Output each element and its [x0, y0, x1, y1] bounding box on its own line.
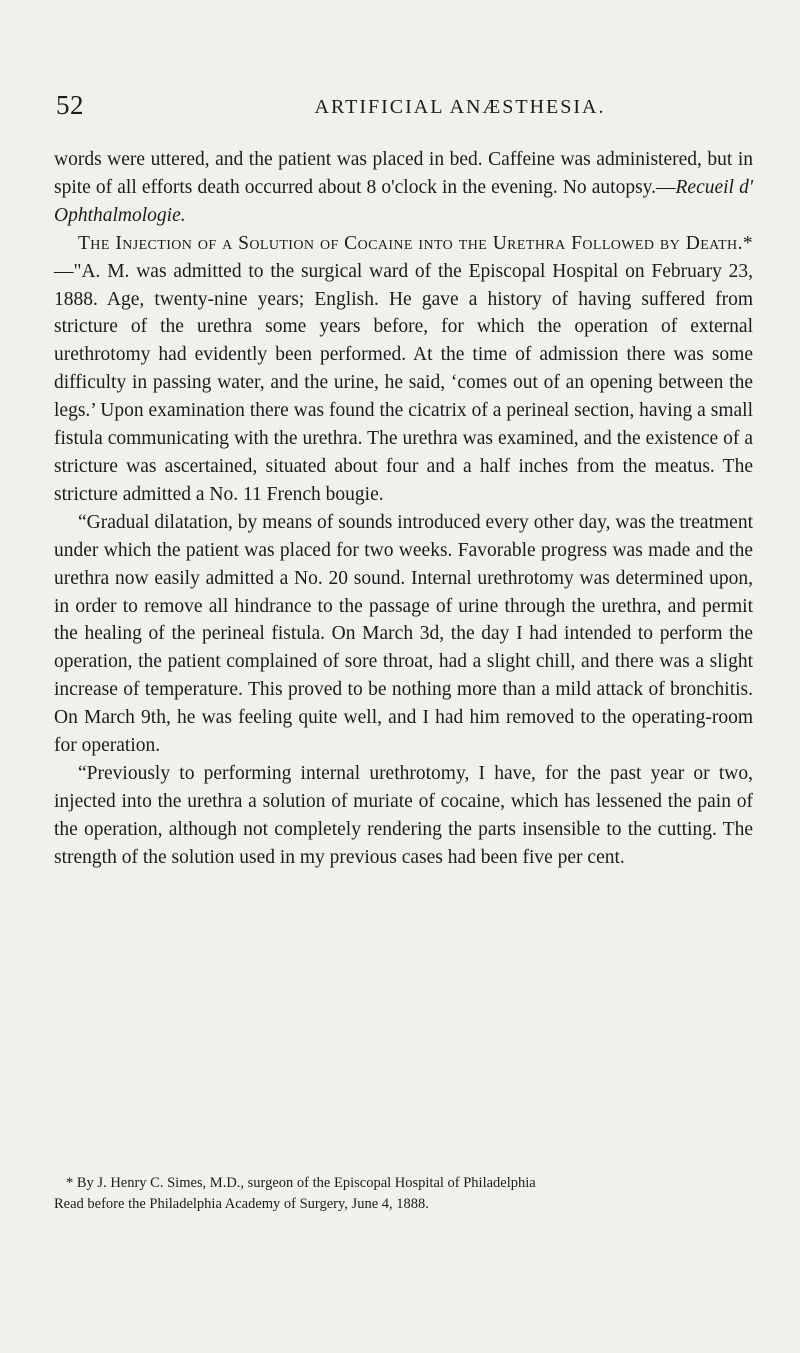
page-header [0, 90, 800, 130]
running-head: ARTIFICIAL ANÆSTHESIA. [314, 96, 606, 118]
source-citation: Recueil d' Ophthalmologie. [54, 176, 753, 226]
paragraph-2 [54, 230, 753, 509]
body-text [54, 146, 753, 872]
paragraph-4-text: “Previously to performing internal urethrotomy, I have, for the past year or two, injected into the urethra a solution of muriate of cocaine, which has lessened the pain of the operation, although not completely rendering the parts insensible to the cutting. The strength of the solution used in my previous cases had been five per cent. [54, 762, 753, 868]
paragraph-4 [54, 760, 753, 872]
footnote-line-2: Read before the Philadelphia Academy of Surgery, June 4, 1888. [54, 1196, 429, 1212]
page-number: 52 [56, 90, 84, 120]
paragraph-1 [54, 146, 753, 230]
footnote-line-1: * By J. Henry C. Simes, M.D., surgeon of the Episcopal Hospital of Philadelphia [66, 1175, 536, 1191]
paragraph-1-text: words were uttered, and the patient was placed in bed. Caffeine was administered, but in spite of all efforts death occurred about 8 o'clock in the evening. No autopsy.— [54, 149, 753, 198]
paragraph-2-text: —"A. M. was admitted to the surgical ward of the Episcopal Hospital on February 23, 1888. Age, twenty-nine years; English. He gave a history of having suffered from stricture of the urethra some years before, for which the operation of external urethrotomy had evidently been performed. At the time of admission there was some difficulty in passing water, and the urine, he said, ‘comes out of an opening between the legs.’ Upon examination there was found the cicatrix of a perineal section, having a small fistula communicating with the urethra. The urethra was examined, and the existence of a stricture was ascertained, situated about four and a half inches from the meatus. The stricture admitted a No. 11 French bougie. [54, 260, 753, 505]
paragraph-3-text: “Gradual dilatation, by means of sounds introduced every other day, was the treatment under which the patient was placed for two weeks. Favorable progress was made and the urethra now easily admitted a No. 20 sound. Internal urethrotomy was determined upon, in order to remove all hindrance to the passage of urine through the urethra, and permit the healing of the perineal fistula. On March 3d, the day I had intended to perform the operation, the patient complained of sore throat, had a slight chill, and there was a slight increase of temperature. This proved to be nothing more than a mild attack of bronchitis. On March 9th, he was feeling quite well, and I had him removed to the operating-room for operation. [54, 511, 753, 757]
paragraph-3 [54, 509, 753, 760]
footnote [54, 1173, 753, 1215]
section-heading: The Injection of a Solution of Cocaine into the Urethra Followed by Death.* [78, 232, 753, 254]
